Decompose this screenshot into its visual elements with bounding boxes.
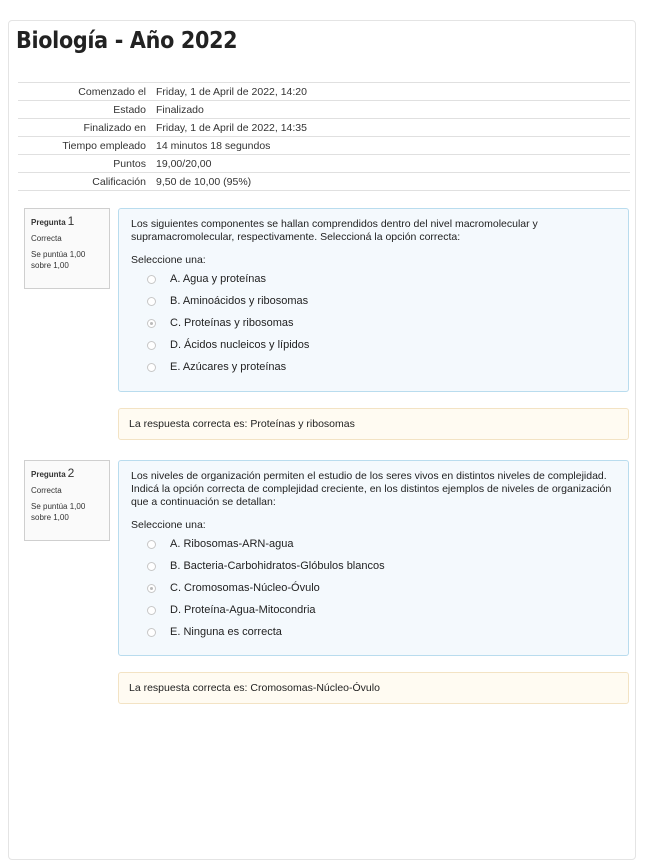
answer-prompt: Seleccione una: — [131, 254, 206, 266]
radio-button[interactable] — [147, 275, 156, 284]
question-number — [31, 466, 103, 480]
question-number-value: 2 — [67, 466, 75, 480]
answer-option[interactable] — [131, 533, 616, 555]
question-1-info — [24, 208, 110, 289]
summary-label: Comenzado el — [18, 83, 150, 101]
question-number — [31, 214, 103, 228]
summary-label: Finalizado en — [18, 119, 150, 137]
answer-option-label: E. Azúcares y proteínas — [170, 361, 287, 373]
summary-row — [18, 137, 630, 155]
summary-value: 14 minutos 18 segundos — [150, 137, 630, 155]
answer-option-label: B. Aminoácidos y ribosomas — [170, 295, 309, 307]
answer-option[interactable] — [131, 555, 616, 577]
radio-button[interactable] — [147, 297, 156, 306]
summary-value: Finalizado — [150, 101, 630, 119]
summary-value: Friday, 1 de April de 2022, 14:20 — [150, 83, 630, 101]
answer-option-label: D. Ácidos nucleicos y lípidos — [170, 339, 310, 351]
question-label: Pregunta — [31, 470, 66, 479]
summary-row — [18, 173, 630, 191]
summary-row — [18, 119, 630, 137]
question-1-formulation — [118, 208, 629, 392]
answer-option-label: A. Agua y proteínas — [170, 273, 267, 285]
question-2-feedback: La respuesta correcta es: Cromosomas-Núcleo-Óvulo — [118, 672, 629, 704]
answer-option[interactable] — [131, 356, 616, 378]
answer-option-label: A. Ribosomas-ARN-agua — [170, 538, 294, 550]
question-1-feedback: La respuesta correcta es: Proteínas y ribosomas — [118, 408, 629, 440]
question-text: Los siguientes componentes se hallan comprendidos dentro del nivel macromolecular y supramacromolecular, respectivamente. Seleccioná la opción correcta: — [131, 218, 538, 243]
question-number-value: 1 — [67, 214, 75, 228]
answer-option-label: E. Ninguna es correcta — [170, 626, 282, 638]
summary-value: 19,00/20,00 — [150, 155, 630, 173]
radio-button[interactable] — [147, 628, 156, 637]
summary-label: Puntos — [18, 155, 150, 173]
question-grade: Se puntúa 1,00 sobre 1,00 — [31, 250, 86, 270]
answer-option[interactable] — [131, 290, 616, 312]
answer-option[interactable] — [131, 621, 616, 643]
question-text: Los niveles de organización permiten el estudio de los seres vivos en distintos niveles de complejidad. Indicá la opción correcta de complejidad creciente, en los distintos ejemplos de niveles de organización que a continuación se detallan: — [131, 470, 612, 508]
radio-button[interactable] — [147, 341, 156, 350]
summary-label: Estado — [18, 101, 150, 119]
page-title: Biología - Año 2022 — [16, 28, 238, 54]
summary-value: Friday, 1 de April de 2022, 14:35 — [150, 119, 630, 137]
radio-button[interactable] — [147, 540, 156, 549]
question-2-formulation — [118, 460, 629, 656]
summary-row — [18, 83, 630, 101]
question-label: Pregunta — [31, 218, 66, 227]
answer-option-label: C. Proteínas y ribosomas — [170, 317, 294, 329]
answer-option[interactable] — [131, 312, 616, 334]
answer-option[interactable] — [131, 577, 616, 599]
answer-options — [131, 268, 616, 378]
answer-option[interactable] — [131, 334, 616, 356]
radio-button-selected[interactable] — [147, 319, 156, 328]
answer-option-label: B. Bacteria-Carbohidratos-Glóbulos blancos — [170, 560, 385, 572]
summary-row — [18, 155, 630, 173]
radio-button[interactable] — [147, 606, 156, 615]
summary-label: Calificación — [18, 173, 150, 191]
answer-prompt: Seleccione una: — [131, 519, 206, 531]
answer-options — [131, 533, 616, 643]
summary-label: Tiempo empleado — [18, 137, 150, 155]
radio-button[interactable] — [147, 562, 156, 571]
answer-option[interactable] — [131, 599, 616, 621]
radio-button[interactable] — [147, 363, 156, 372]
radio-button-selected[interactable] — [147, 584, 156, 593]
question-state: Correcta — [31, 234, 62, 243]
attempt-summary-table — [18, 82, 630, 191]
question-grade: Se puntúa 1,00 sobre 1,00 — [31, 502, 86, 522]
summary-row — [18, 101, 630, 119]
answer-option[interactable] — [131, 268, 616, 290]
question-2-info — [24, 460, 110, 541]
question-state: Correcta — [31, 486, 62, 495]
answer-option-label: D. Proteína-Agua-Mitocondria — [170, 604, 316, 616]
answer-option-label: C. Cromosomas-Núcleo-Óvulo — [170, 582, 320, 594]
summary-value: 9,50 de 10,00 (95%) — [150, 173, 630, 191]
